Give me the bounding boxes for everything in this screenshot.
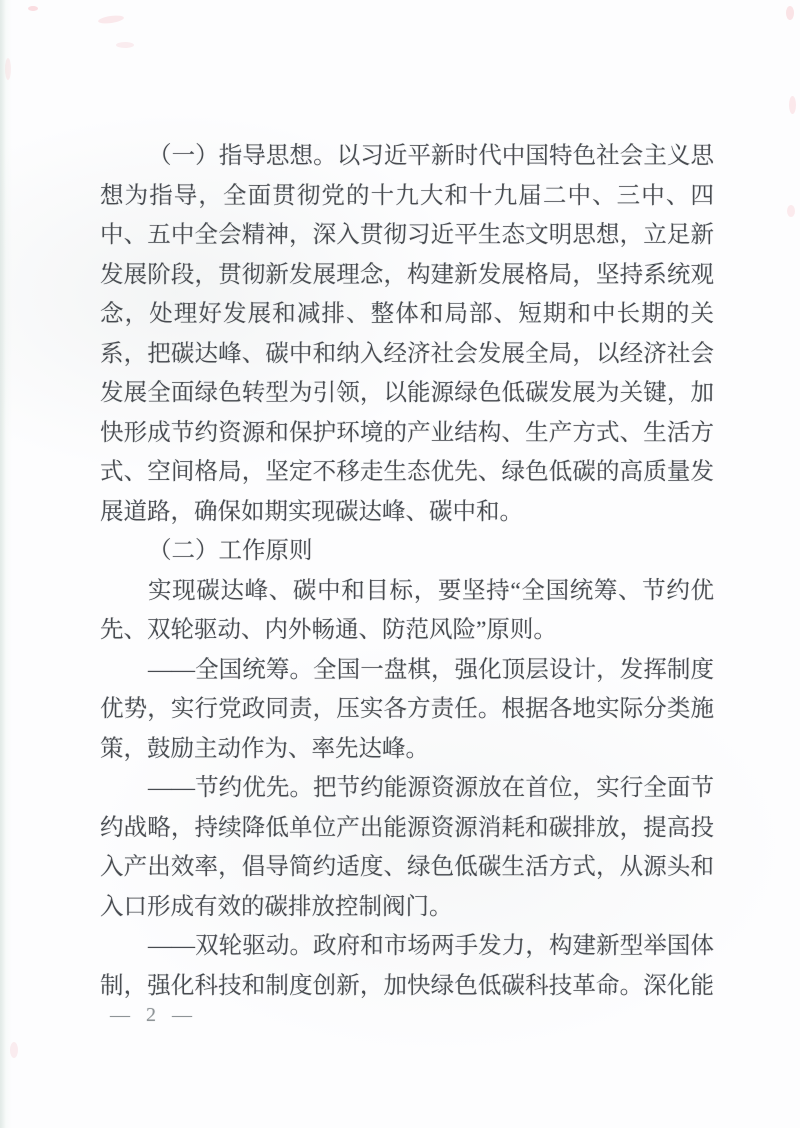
text-line: 优势，实行党政同责，压实各方责任。根据各地实际分类施 bbox=[100, 696, 714, 722]
scan-artifact bbox=[98, 14, 125, 25]
text-line: 中、五中全会精神，深入贯彻习近平生态文明思想，立足新 bbox=[100, 222, 714, 248]
scan-artifact bbox=[10, 1042, 18, 1058]
page-number: — 2 — bbox=[110, 1004, 194, 1026]
paragraph-work-principles-heading bbox=[100, 532, 714, 572]
text-line: 实现碳达峰、碳中和目标，要坚持“全国统筹、节约优 bbox=[148, 577, 714, 604]
scan-artifact bbox=[116, 42, 134, 48]
text-line: ——全国统筹。全国一盘棋，强化顶层设计，发挥制度 bbox=[148, 656, 714, 683]
text-line: 展道路，确保如期实现碳达峰、碳中和。 bbox=[100, 498, 523, 525]
scan-edge-shadow bbox=[0, 0, 6, 1128]
text-line: 想为指导，全面贯彻党的十九大和十九届二中、三中、四 bbox=[100, 182, 714, 209]
text-line: 制，强化科技和制度创新，加快绿色低碳科技革命。深化能 bbox=[100, 972, 714, 999]
document-body bbox=[100, 137, 714, 1006]
text-line: 快形成节约资源和保护环境的产业结构、生产方式、生活方 bbox=[100, 419, 714, 446]
text-line: ——节约优先。把节约能源资源放在首位，实行全面节 bbox=[148, 775, 714, 801]
text-line: 系，把碳达峰、碳中和纳入经济社会发展全局，以经济社会 bbox=[100, 340, 714, 367]
paragraph-national-coordination bbox=[100, 651, 714, 770]
scan-artifact bbox=[789, 96, 796, 114]
paragraph-dual-wheel-drive bbox=[100, 927, 714, 1006]
text-line: 式、空间格局，坚定不移走生态优先、绿色低碳的高质量发 bbox=[100, 459, 714, 485]
scan-artifact bbox=[28, 6, 38, 11]
text-line: 发展阶段，贯彻新发展理念，构建新发展格局，坚持系统观 bbox=[100, 261, 714, 288]
paragraph-conservation-first bbox=[100, 769, 714, 927]
text-line: 念，处理好发展和减排、整体和局部、短期和中长期的关 bbox=[100, 301, 714, 327]
text-line: 先、双轮驱动、内外畅通、防范风险”原则。 bbox=[100, 617, 557, 643]
text-line: 入口形成有效的碳排放控制阀门。 bbox=[100, 893, 453, 920]
paragraph-guiding-ideology bbox=[100, 137, 714, 532]
text-line: 策，鼓励主动作为、率先达峰。 bbox=[100, 735, 429, 762]
text-line: （二）工作原则 bbox=[148, 538, 313, 564]
scan-artifact bbox=[787, 205, 795, 217]
paragraph-principles-intro bbox=[100, 572, 714, 651]
text-line: （一）指导思想。以习近平新时代中国特色社会主义思 bbox=[148, 143, 714, 169]
text-line: 发展全面绿色转型为引领，以能源绿色低碳发展为关键，加 bbox=[100, 380, 714, 406]
text-line: ——双轮驱动。政府和市场两手发力，构建新型举国体 bbox=[148, 933, 714, 959]
scan-artifact bbox=[786, 6, 794, 20]
text-line: 入产出效率，倡导简约适度、绿色低碳生活方式，从源头和 bbox=[100, 854, 714, 880]
text-line: 约战略，持续降低单位产出能源资源消耗和碳排放，提高投 bbox=[100, 814, 714, 841]
